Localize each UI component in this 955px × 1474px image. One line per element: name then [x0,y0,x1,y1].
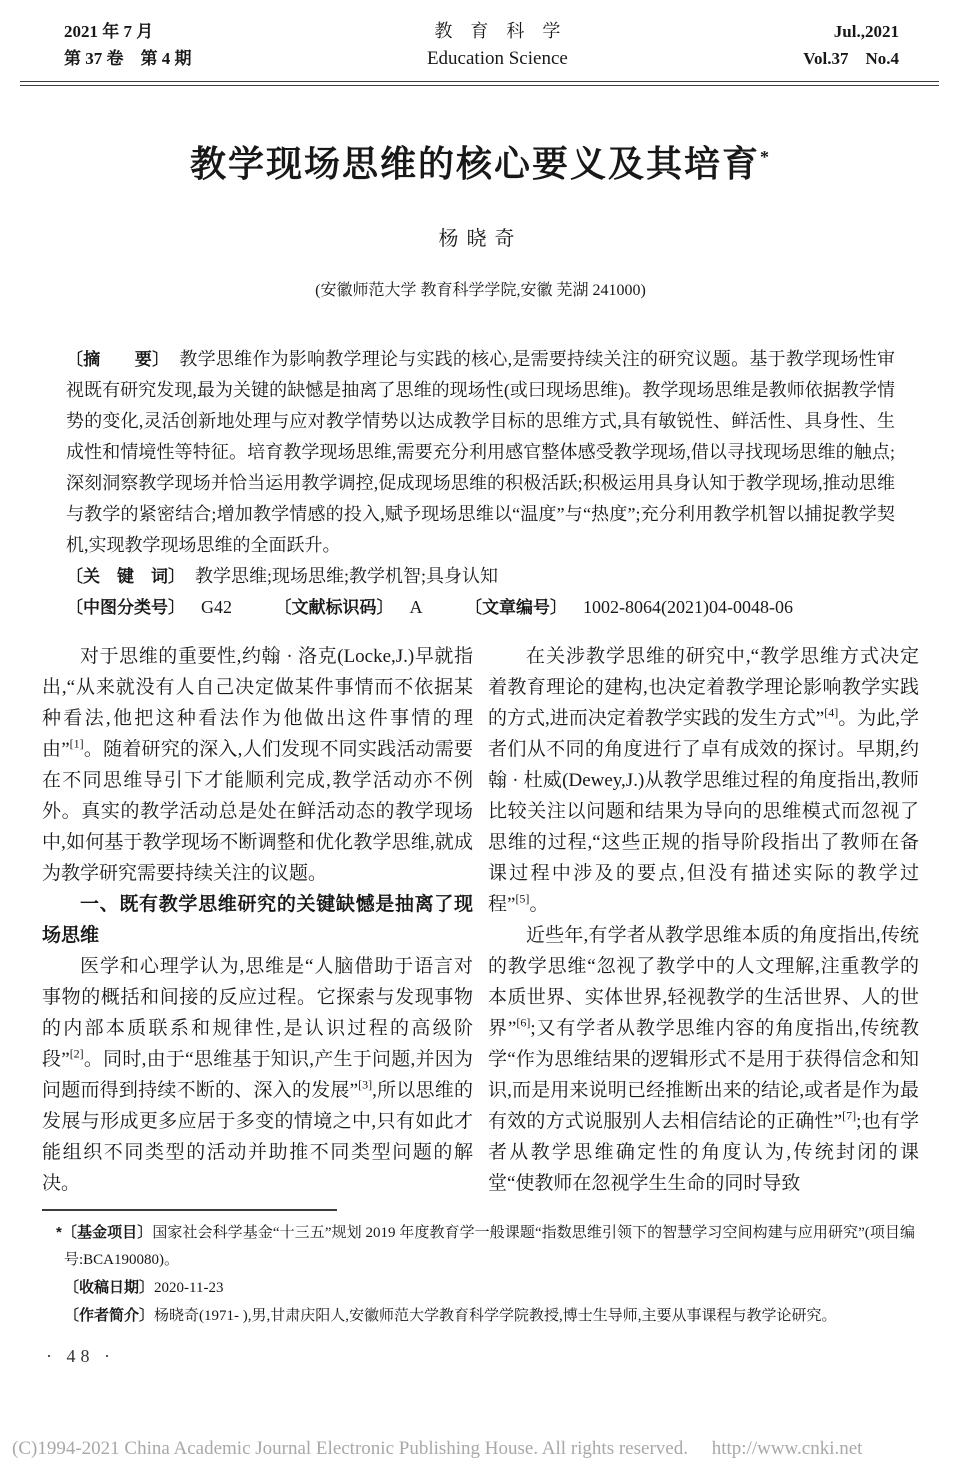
header-volume-issue: 第 37 卷 第 4 期 [64,49,192,68]
page-number: · 48 · [46,1346,115,1366]
header-date-en: Jul.,2021 [833,22,899,41]
abstract-label: 〔摘 要〕 [66,350,170,369]
clc-number [66,597,232,617]
header-divider [20,81,939,86]
document-code-value: A [409,597,423,617]
article-id [465,597,793,617]
left-column [42,641,473,1199]
paragraph: 对于思维的重要性,约翰 · 洛克(Locke,J.)早就指出,“从来就没有人自己决定做某件事情而不依据某种看法,他把这种看法作为他做出这件事情的理由”[1]。随着研究的深入,人们发现不同实践活动需要在不同思维导引下才能顺利完成,教学活动亦不例外。真实的教学活动总是处在鲜活动态的教学现场中,如何基于教学现场不断调整和优化教学思维,就成为教学研究需要持续关注的议题。 [42,646,473,884]
article-meta [66,592,895,623]
footnote-divider [42,1209,337,1211]
abstract [66,344,895,561]
keywords-text: 教学思维;现场思维;教学机智;具身认知 [195,566,499,586]
header-issue-block [64,18,192,72]
footnotes [42,1219,919,1330]
document-code-label: 〔文献标识码〕 [274,598,394,617]
received-date-label: 〔收稿日期〕 [64,1279,155,1296]
journal-header [42,16,919,72]
clc-value: G42 [201,597,232,617]
article-id-label: 〔文章编号〕 [465,598,567,617]
article-id-value: 1002-8064(2021)04-0048-06 [583,597,793,617]
cnki-watermark: (C)1994-2021 China Academic Journal Electronic Publishing House. All rights reserved. http://www.cnki.net [12,1438,863,1459]
header-date: 2021 年 7 月 [64,22,154,41]
footnote-received-date [64,1274,915,1302]
abstract-text: 教学思维作为影响教学理论与实践的核心,是需要持续关注的研究议题。基于教学现场性审视既有研究发现,最为关键的缺憾是抽离了思维的现场性(或曰现场思维)。教学现场思维是教师依据教学情势的变化,灵活创新地处理与应对教学情势以达成教学目标的思维方式,具有敏锐性、鲜活性、具身性、生成性和情境性等特征。培育教学现场思维,需要充分利用感官整体感受教学现场,借以寻找现场思维的触点;深刻洞察教学现场并恰当运用教学调控,促成现场思维的积极活跃;积极运用具身认知于教学现场,推动思维与教学的紧密结合;增加教学情感的投入,赋予现场思维以“温度”与“热度”;充分利用教学机智以捕捉教学契机,实现教学现场思维的全面跃升。 [66,349,896,555]
title-footnote-marker: * [760,147,771,167]
author-bio-text: 杨晓奇(1971- ),男,甘肃庆阳人,安徽师范大学教育科学学院教授,博士生导师,主要从事课程与教学论研究。 [154,1308,837,1324]
paragraph: 在关涉教学思维的研究中,“教学思维方式决定着教育理论的建构,也决定着教学理论影响教学实践的方式,进而决定着教学实践的发生方式”[4]。为此,学者们从不同的角度进行了卓有成效的探讨。早期,约翰 · 杜威(Dewey,J.)从教学思维过程的角度指出,教师比较关注以问题和结果为导向的思维模式而忽视了思维的过程,“这些正规的指导阶段指出了教师在备课过程中涉及的要点,但没有描述实际的教学过程”[5]。 [488,646,919,915]
author-name: 杨晓奇 [438,228,523,250]
paragraph: 医学和心理学认为,思维是“人脑借助于语言对事物的概括和间接的反应过程。它探索与发现事物的内部本质联系和规律性,是认识过程的高级阶段”[2]。同时,由于“思维基于知识,产生于问题,并因为问题而得到持续不断的、深入的发展”[3],所以思维的发展与形成更多应居于多变的情境之中,只有如此才能组织不同类型的活动并助推不同类型问题的解决。 [42,956,474,1194]
section-heading-1: 一、既有教学思维研究的关键缺憾是抽离了现场思维 [42,894,473,946]
body-columns [42,641,919,1199]
header-issue-block-en [803,18,899,72]
received-date-text: 2020-11-23 [154,1280,224,1296]
paragraph: 近些年,有学者从教学思维本质的角度指出,传统的教学思维“忽视了教学中的人文理解,注重教学的本质世界、实体世界,轻视教学的生活世界、人的世界”[6];又有学者从教学思维内容的角度指出,传统教学“作为思维结果的逻辑形式不是用于获得信念和知识,而是用来说明已经推断出来的结论,或者是作为最有效的方式说服别人去相信结论的正确性”[7];也有学者从教学思维确定性的角度认为,传统封闭的课堂“使教师在忽视学生生命的同时导致 [488,925,920,1194]
author-affiliation: (安徽师范大学 教育科学学院,安徽 芜湖 241000) [315,282,646,299]
clc-label: 〔中图分类号〕 [66,598,185,617]
fund-project-text: 国家社会科学基金“十三五”规划 2019 年度教育学一般课题“指数思维引领下的智慧学习空间构建与应用研究”(项目编号:BCA190080)。 [64,1225,915,1268]
document-code [275,597,423,617]
journal-name-en: Education Science [426,48,568,69]
front-matter [66,344,895,623]
header-journal-name-block [427,18,568,72]
right-column [488,641,919,1199]
author-bio-label: 〔作者简介〕 [64,1307,155,1324]
header-volume-issue-en: Vol.37 No.4 [803,49,899,68]
fund-project-label: *〔基金项目〕 [56,1224,153,1241]
article-title [42,142,919,186]
keywords-label: 〔关 键 词〕 [66,567,185,586]
journal-name-cn: 教 育 科 学 [434,21,561,41]
footnote-fund-project [56,1219,915,1274]
footnote-author-bio [64,1302,915,1330]
article-title-text: 教学现场思维的核心要义及其培育 [189,144,760,184]
keywords [66,561,895,592]
